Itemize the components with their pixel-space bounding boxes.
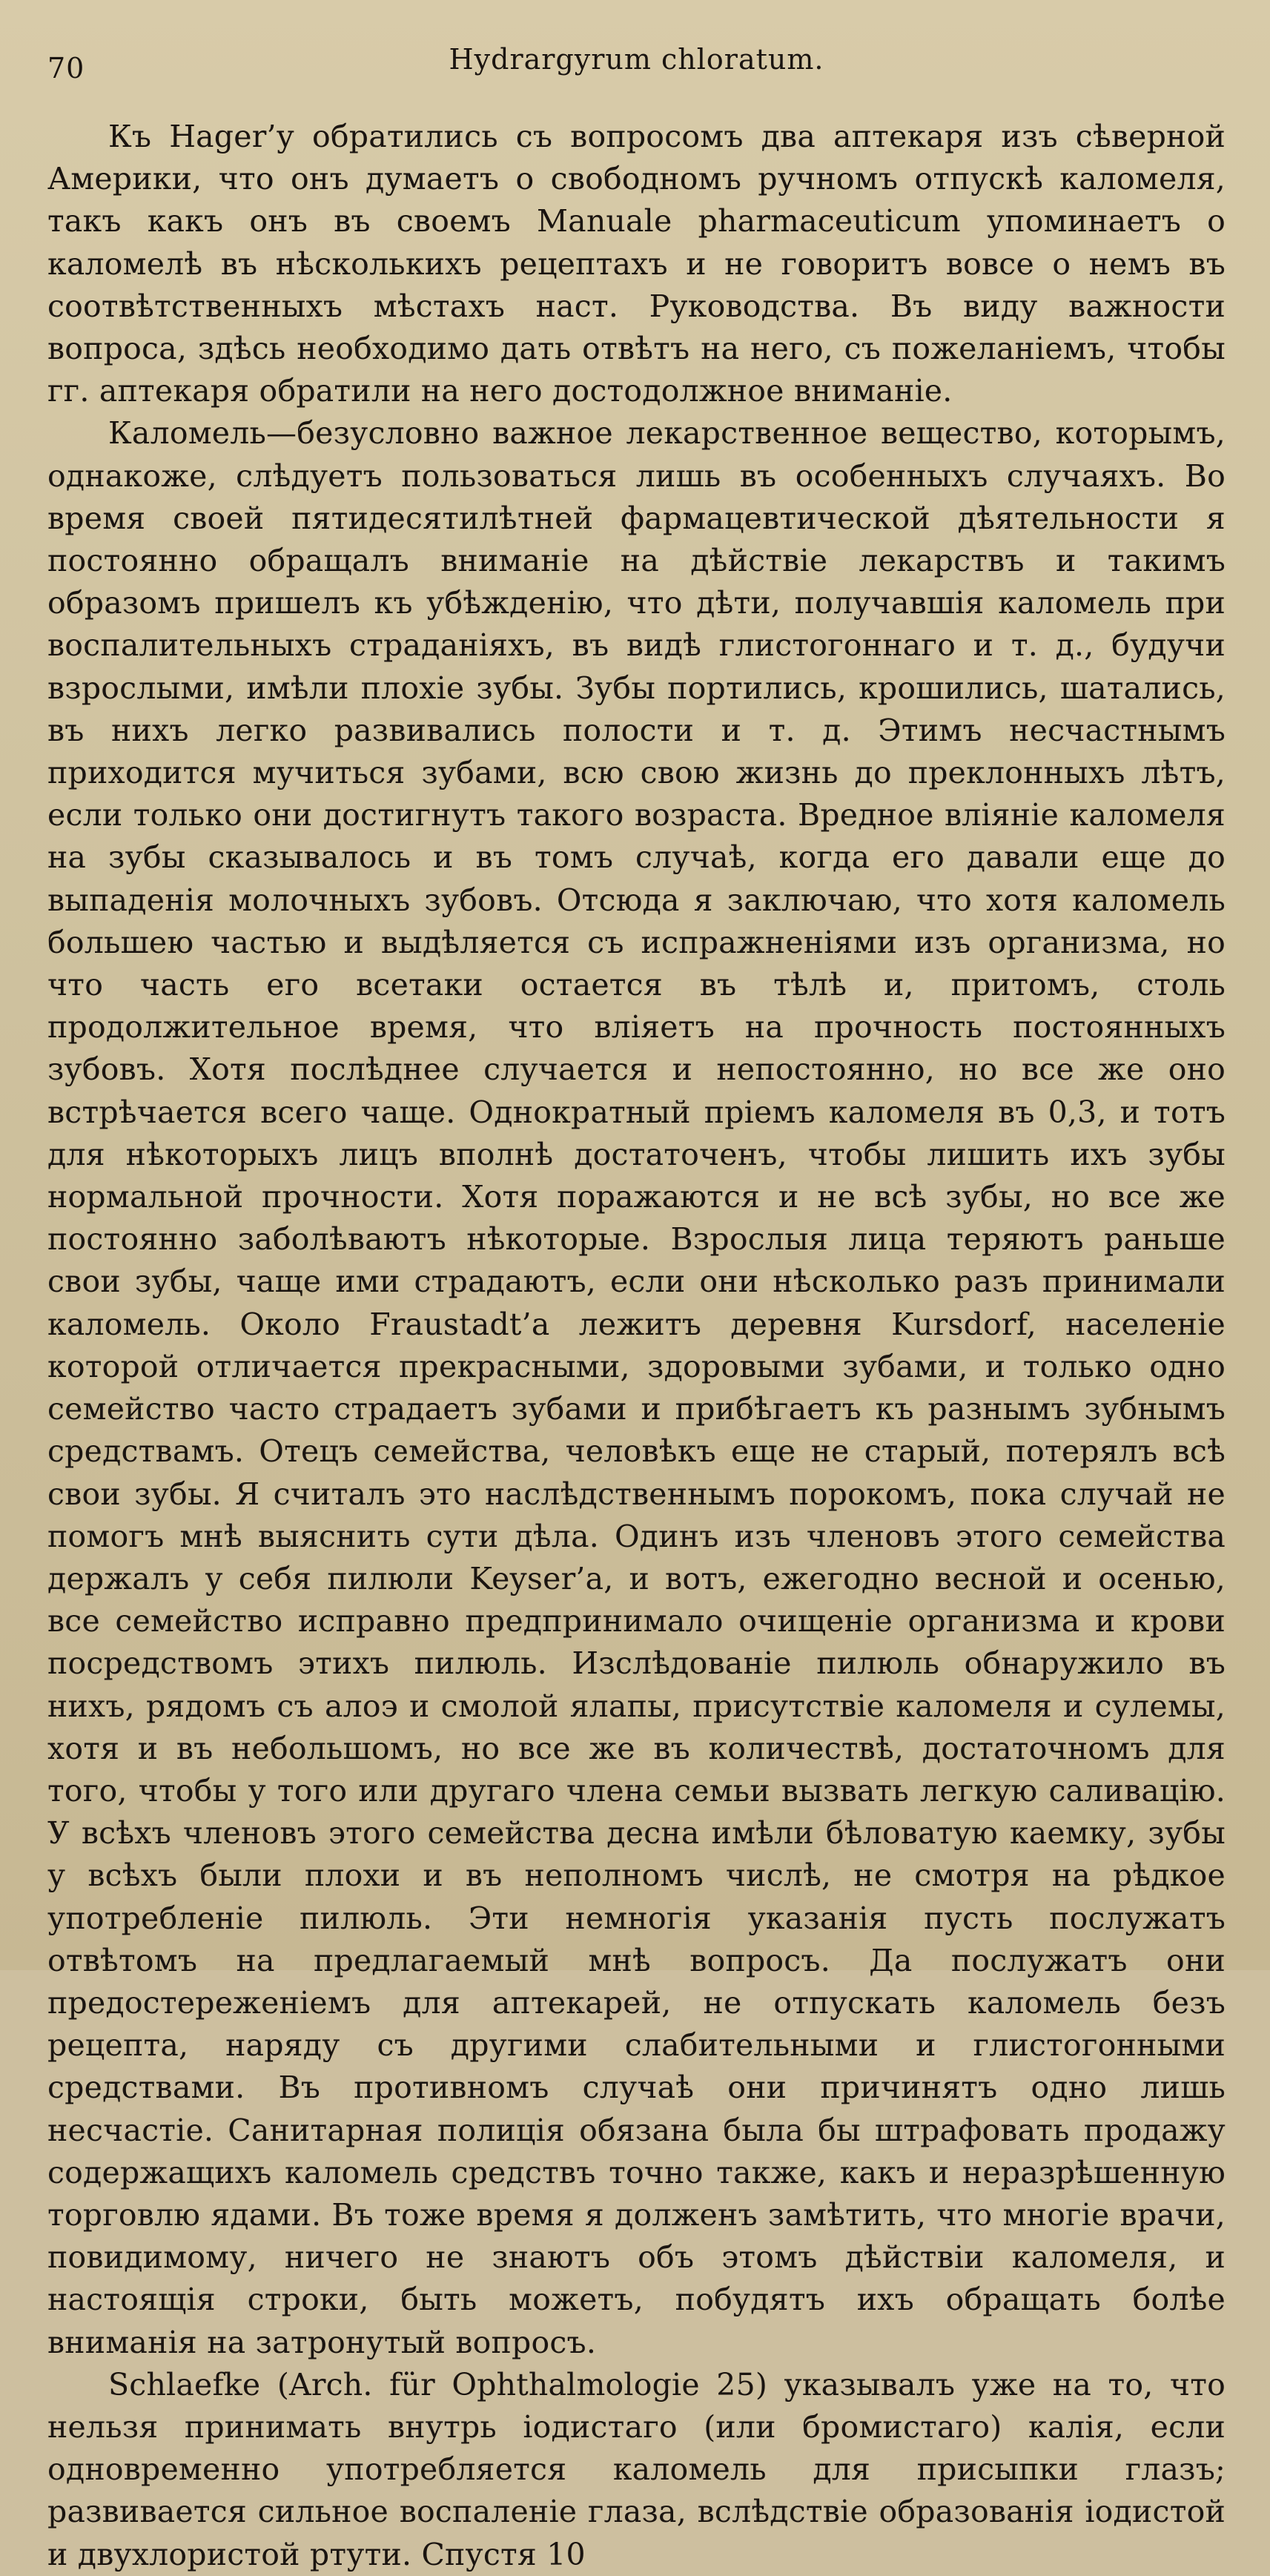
body-text bbox=[47, 116, 1226, 2576]
page-number: 70 bbox=[47, 52, 85, 85]
running-title: Hydrargyrum chloratum. bbox=[449, 43, 824, 76]
paragraph-schlaefke: Schlaefke (Arch. für Ophthalmologie 25) указывалъ уже на то, что нельзя принимать внутрь іодистаго (или бромистаго) калія, если одновременно употребляется каломель для присыпки глазъ; развивается сильное воспаленіе глаза, вслѣдствіе образованія іодистой и двухлористой ртути. Спустя 10 bbox=[47, 2366, 1226, 2572]
paragraph-calomel-teeth: Каломель—безусловно важное лекарственное вещество, которымъ, однакоже, слѣдуетъ пользоваться лишь въ особенныхъ случаяхъ. Во время своей пятидесятилѣтней фармацевтической дѣятельности я постоянно обращалъ вниманіе на дѣйствіе лекарствъ и такимъ образомъ пришелъ къ убѣжденію, что дѣти, получавшія каломель при воспалительныхъ страданіяхъ, въ видѣ глистогоннаго и т. д., будучи взрослыми, имѣли плохіе зубы. Зубы портились, крошились, шатались, въ нихъ легко развивались полости и т. д. Этимъ несчастнымъ приходится мучиться зубами, всю свою жизнь до преклонныхъ лѣтъ, если только они достигнутъ такого возраста. Вредное вліяніе каломеля на зубы сказывалось и въ томъ случаѣ, когда его давали еще до выпаденія молочныхъ зубовъ. Отсюда я заключаю, что хотя каломель большею частью и выдѣляется съ испражненіями изъ организма, но что часть его всетаки остается въ тѣлѣ и, притомъ, столь продолжительное время, что вліяетъ на прочность постоянныхъ зубовъ. Хотя послѣднее случается и непостоянно, но все же оно встрѣчается всего чаще. Однократный пріемъ каломеля въ 0,3, и тотъ для нѣкоторыхъ лицъ вполнѣ достаточенъ, чтобы лишить ихъ зубы нормальной прочности. Хотя поражаются и не всѣ зубы, но все же постоянно заболѣваютъ нѣкоторые. Взрослыя лица теряютъ раньше свои зубы, чаще ими страдаютъ, если они нѣсколько разъ принимали каломель. Около Fraustadt’а лежитъ деревня Kursdorf, населеніе которой отличается прекрасными, здоровыми зубами, и только одно семейство часто страдаетъ зубами и прибѣгаетъ къ разнымъ зубнымъ средствамъ. Отецъ семейства, человѣкъ еще не старый, потерялъ всѣ свои зубы. Я считалъ это наслѣдственнымъ порокомъ, пока случай не помогъ мнѣ выяснить сути дѣла. Одинъ изъ членовъ этого семейства держалъ у себя пилюли Keyser’а, и вотъ, ежегодно весной и осенью, все семейство исправно предпринимало очищеніе организма и крови посредствомъ этихъ пилюль. Изслѣдованіе пилюль обнаружило въ нихъ, рядомъ съ алоэ и смолой ялапы, присутствіе каломеля и сулемы, хотя и въ небольшомъ, но все же въ количествѣ, достаточномъ для того, чтобы у того или другаго члена семьи вызвать легкую саливацію. У всѣхъ членовъ этого семейства десна имѣли бѣловатую каемку, зубы у всѣхъ были плохи и въ неполномъ числѣ, не смотря на рѣдкое употребленіе пилюль. Эти немногія указанія пусть послужатъ отвѣтомъ на предлагаемый мнѣ вопросъ. Да послужатъ они предостереженіемъ для аптекарей, не отпускать каломель безъ рецепта, наряду съ другими слабительными и глистогонными средствами. Въ противномъ случаѣ они причинятъ одно лишь несчастіе. Санитарная полиція обязана была бы штрафовать продажу содержащихъ каломель средствъ точно также, какъ и неразрѣшенную торговлю ядами. Въ тоже время я долженъ замѣтить, что многіе врачи, повидимому, ничего не знаютъ объ этомъ дѣйствіи каломеля, и настоящія строки, быть можетъ, побудятъ ихъ обращать болѣе вниманія на затронутый вопросъ. bbox=[47, 415, 1226, 2360]
running-head bbox=[47, 36, 1226, 87]
paragraph-hager-question: Къ Hager’у обратились съ вопросомъ два аптекаря изъ сѣверной Америки, что онъ думаетъ о свободномъ ручномъ отпускѣ каломеля, такъ какъ онъ въ своемъ Manuale pharmaceuticum упоминаетъ о каломелѣ въ нѣсколькихъ рецептахъ и не говоритъ вовсе о немъ въ соотвѣтственныхъ мѣстахъ наст. Руководства. Въ виду важности вопроса, здѣсь необходимо дать отвѣтъ на него, съ пожеланіемъ, чтобы гг. аптекаря обратили на него достодолжное вниманіе. bbox=[47, 119, 1226, 409]
